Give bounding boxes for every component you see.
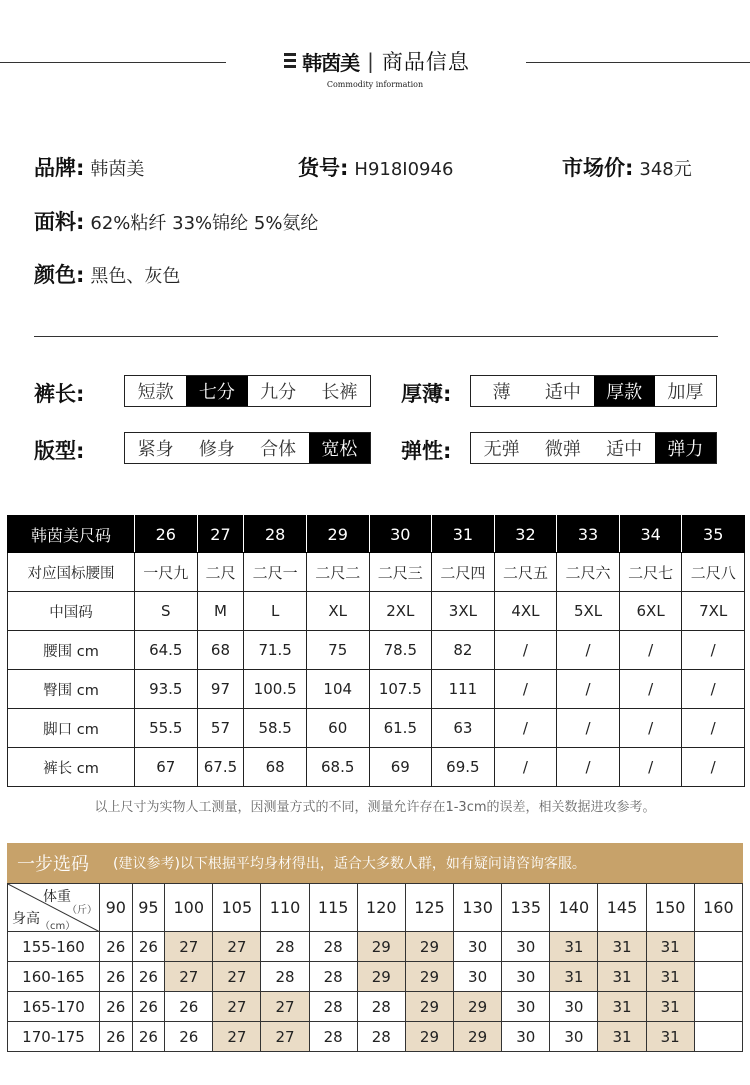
fit-table-row bbox=[8, 1022, 743, 1052]
size-cell: 二尺二 bbox=[306, 553, 369, 592]
size-header-cell: 32 bbox=[494, 516, 557, 553]
fit-size-cell: 28 bbox=[357, 992, 405, 1022]
size-cell: 二尺六 bbox=[557, 553, 620, 592]
fit-size-cell: 27 bbox=[261, 992, 309, 1022]
header-rule-right bbox=[526, 62, 750, 63]
size-cell: / bbox=[619, 631, 682, 670]
fit-size-cell: 26 bbox=[100, 992, 133, 1022]
size-cell: 60 bbox=[306, 709, 369, 748]
length-option-2: 九分 bbox=[260, 382, 297, 403]
fit-size-cell: 31 bbox=[598, 1022, 646, 1052]
length-label: 裤长: bbox=[34, 382, 85, 406]
size-cell: 55.5 bbox=[135, 709, 198, 748]
size-cell: 104 bbox=[306, 670, 369, 709]
size-cell: 二尺八 bbox=[682, 553, 745, 592]
fit-size-cell: 30 bbox=[454, 932, 502, 962]
fit-size-cell: 30 bbox=[502, 1022, 550, 1052]
fit-size-cell: 27 bbox=[213, 932, 261, 962]
size-header-cell: 33 bbox=[557, 516, 620, 553]
size-cell: 二尺一 bbox=[244, 553, 307, 592]
elasticity-options bbox=[470, 432, 717, 464]
header-rule-left bbox=[0, 62, 226, 63]
size-cell: 111 bbox=[432, 670, 495, 709]
fit-size-cell: 26 bbox=[132, 962, 165, 992]
size-cell: 82 bbox=[432, 631, 495, 670]
height-unit: （cm） bbox=[40, 921, 76, 932]
weight-header-cell: 135 bbox=[502, 884, 550, 932]
fit-table-row bbox=[8, 932, 743, 962]
weight-header-cell: 90 bbox=[100, 884, 133, 932]
size-header-cell: 26 bbox=[135, 516, 198, 553]
brand-logo-icon bbox=[282, 51, 298, 71]
fit-option-0: 紧身 bbox=[137, 439, 174, 460]
size-header-cell: 29 bbox=[306, 516, 369, 553]
size-cell: 61.5 bbox=[369, 709, 432, 748]
fit-size-cell: 26 bbox=[165, 992, 213, 1022]
size-cell: 68 bbox=[197, 631, 244, 670]
size-cell: / bbox=[682, 631, 745, 670]
sku-value: H918I0946 bbox=[354, 159, 454, 180]
size-cell: 69.5 bbox=[432, 748, 495, 787]
fit-size-cell: 26 bbox=[100, 1022, 133, 1052]
size-cell: / bbox=[557, 709, 620, 748]
weight-header-cell: 130 bbox=[454, 884, 502, 932]
size-cell: 7XL bbox=[682, 592, 745, 631]
price-field bbox=[562, 152, 692, 182]
fit-size-cell: 30 bbox=[550, 1022, 598, 1052]
size-header-label: 韩茵美尺码 bbox=[8, 516, 135, 553]
fit-size-cell: 30 bbox=[550, 992, 598, 1022]
fit-size-cell: 26 bbox=[100, 962, 133, 992]
thickness-option-1: 适中 bbox=[544, 382, 581, 403]
size-table-row bbox=[8, 670, 745, 709]
fit-size-cell bbox=[694, 962, 742, 992]
fabric-value: 62%粘纤 33%锦纶 5%氨纶 bbox=[90, 213, 319, 234]
size-row-label: 脚口 cm bbox=[8, 709, 135, 748]
fit-size-cell: 27 bbox=[213, 1022, 261, 1052]
size-cell: 78.5 bbox=[369, 631, 432, 670]
brand-label: 品牌: bbox=[34, 156, 85, 180]
title-separator: | bbox=[367, 49, 374, 73]
size-row-label: 臀围 cm bbox=[8, 670, 135, 709]
fit-option-3: 宽松 bbox=[309, 433, 370, 463]
size-cell: 100.5 bbox=[244, 670, 307, 709]
size-header-cell: 35 bbox=[682, 516, 745, 553]
size-cell: S bbox=[135, 592, 198, 631]
fit-size-cell: 27 bbox=[261, 1022, 309, 1052]
fit-size-cell: 31 bbox=[646, 962, 694, 992]
size-cell: / bbox=[682, 709, 745, 748]
weight-header-cell: 110 bbox=[261, 884, 309, 932]
fit-size-cell: 31 bbox=[550, 962, 598, 992]
brand-name: 韩茵美 bbox=[302, 50, 360, 75]
fit-size-cell: 31 bbox=[646, 992, 694, 1022]
size-row-label: 对应国标腰围 bbox=[8, 553, 135, 592]
length-option-1: 七分 bbox=[186, 376, 247, 406]
fit-size-cell: 29 bbox=[454, 1022, 502, 1052]
brand-field bbox=[34, 152, 144, 182]
elasticity-option-3: 弹力 bbox=[655, 433, 716, 463]
fit-table-corner bbox=[8, 884, 100, 932]
size-cell: 69 bbox=[369, 748, 432, 787]
height-range-cell: 160-165 bbox=[8, 962, 100, 992]
fit-size-cell: 31 bbox=[646, 1022, 694, 1052]
fit-size-cell: 31 bbox=[598, 962, 646, 992]
size-cell: / bbox=[494, 709, 557, 748]
size-table-row bbox=[8, 748, 745, 787]
size-cell: 二尺七 bbox=[619, 553, 682, 592]
sku-label: 货号: bbox=[298, 156, 349, 180]
fit-size-cell: 28 bbox=[357, 1022, 405, 1052]
fit-size-cell: 28 bbox=[261, 932, 309, 962]
size-header-cell: 34 bbox=[619, 516, 682, 553]
weight-header-cell: 115 bbox=[309, 884, 357, 932]
fit-size-cell: 30 bbox=[454, 962, 502, 992]
fit-table-header-row bbox=[8, 884, 743, 932]
size-cell: XL bbox=[306, 592, 369, 631]
fit-size-cell: 29 bbox=[357, 932, 405, 962]
size-cell: / bbox=[682, 670, 745, 709]
size-cell: 97 bbox=[197, 670, 244, 709]
size-cell: / bbox=[682, 748, 745, 787]
elasticity-label: 弹性: bbox=[401, 439, 452, 463]
size-cell: 75 bbox=[306, 631, 369, 670]
size-row-label: 腰围 cm bbox=[8, 631, 135, 670]
size-table-row bbox=[8, 592, 745, 631]
size-cell: 二尺四 bbox=[432, 553, 495, 592]
price-value: 348元 bbox=[639, 159, 692, 180]
size-cell: / bbox=[619, 670, 682, 709]
size-cell: 58.5 bbox=[244, 709, 307, 748]
fit-size-cell: 27 bbox=[213, 992, 261, 1022]
fit-size-cell: 28 bbox=[261, 962, 309, 992]
thickness-option-2: 厚款 bbox=[594, 376, 655, 406]
fit-guide-header bbox=[7, 843, 743, 883]
thickness-options bbox=[470, 375, 717, 407]
size-table-row bbox=[8, 553, 745, 592]
weight-label: 体重 bbox=[43, 889, 71, 905]
size-cell: 一尺九 bbox=[135, 553, 198, 592]
weight-header-cell: 105 bbox=[213, 884, 261, 932]
size-cell: 2XL bbox=[369, 592, 432, 631]
price-label: 市场价: bbox=[562, 156, 634, 180]
thickness-label: 厚薄: bbox=[401, 382, 452, 406]
weight-header-cell: 150 bbox=[646, 884, 694, 932]
size-cell: / bbox=[494, 631, 557, 670]
size-cell: 67.5 bbox=[197, 748, 244, 787]
size-cell: L bbox=[244, 592, 307, 631]
section-title bbox=[276, 46, 476, 76]
size-cell: M bbox=[197, 592, 244, 631]
color-field bbox=[34, 259, 180, 289]
fabric-label: 面料: bbox=[34, 210, 85, 234]
weight-header-cell: 100 bbox=[165, 884, 213, 932]
fit-size-cell bbox=[694, 932, 742, 962]
fit-size-cell: 29 bbox=[454, 992, 502, 1022]
size-cell: 67 bbox=[135, 748, 198, 787]
height-label: 身高 bbox=[12, 911, 40, 927]
size-cell: 68 bbox=[244, 748, 307, 787]
fit-size-cell: 29 bbox=[405, 932, 453, 962]
elasticity-option-2: 适中 bbox=[606, 439, 643, 460]
length-option-0: 短款 bbox=[137, 382, 174, 403]
color-value: 黑色、灰色 bbox=[90, 266, 181, 287]
page-subtitle: Commodity information bbox=[326, 80, 424, 89]
size-row-label: 中国码 bbox=[8, 592, 135, 631]
size-table-header-row bbox=[8, 516, 745, 553]
fit-size-cell bbox=[694, 1022, 742, 1052]
fit-size-cell: 31 bbox=[646, 932, 694, 962]
fit-guide-table bbox=[7, 883, 743, 1052]
fit-size-cell: 26 bbox=[100, 932, 133, 962]
fit-size-cell: 31 bbox=[598, 992, 646, 1022]
fit-size-cell bbox=[694, 992, 742, 1022]
fit-table-row bbox=[8, 992, 743, 1022]
fit-option-1: 修身 bbox=[198, 439, 235, 460]
fit-size-cell: 30 bbox=[502, 932, 550, 962]
length-option-3: 长裤 bbox=[321, 382, 358, 403]
size-header-cell: 28 bbox=[244, 516, 307, 553]
size-table-row bbox=[8, 709, 745, 748]
color-label: 颜色: bbox=[34, 263, 85, 287]
fit-size-cell: 26 bbox=[132, 1022, 165, 1052]
length-options bbox=[124, 375, 371, 407]
fit-size-cell: 30 bbox=[502, 992, 550, 1022]
size-cell: / bbox=[557, 670, 620, 709]
elasticity-option-0: 无弹 bbox=[483, 439, 520, 460]
weight-header-cell: 140 bbox=[550, 884, 598, 932]
size-cell: 5XL bbox=[557, 592, 620, 631]
size-cell: 93.5 bbox=[135, 670, 198, 709]
size-cell: / bbox=[557, 748, 620, 787]
size-cell: 64.5 bbox=[135, 631, 198, 670]
fit-size-cell: 28 bbox=[309, 1022, 357, 1052]
fit-size-cell: 28 bbox=[309, 992, 357, 1022]
fit-table-row bbox=[8, 962, 743, 992]
size-cell: 71.5 bbox=[244, 631, 307, 670]
section-divider bbox=[34, 336, 718, 337]
size-row-label: 裤长 cm bbox=[8, 748, 135, 787]
size-cell: / bbox=[619, 709, 682, 748]
fit-size-cell: 28 bbox=[309, 962, 357, 992]
size-cell: / bbox=[557, 631, 620, 670]
size-cell: 二尺五 bbox=[494, 553, 557, 592]
fit-size-cell: 27 bbox=[165, 962, 213, 992]
thickness-option-3: 加厚 bbox=[667, 382, 704, 403]
brand-value: 韩茵美 bbox=[90, 159, 145, 180]
fit-options bbox=[124, 432, 371, 464]
weight-header-cell: 125 bbox=[405, 884, 453, 932]
size-cell: / bbox=[494, 670, 557, 709]
fit-guide-title: 一步选码 bbox=[17, 854, 89, 875]
fit-size-cell: 26 bbox=[165, 1022, 213, 1052]
fit-size-cell: 30 bbox=[502, 962, 550, 992]
size-header-cell: 31 bbox=[432, 516, 495, 553]
size-cell: / bbox=[494, 748, 557, 787]
size-cell: 4XL bbox=[494, 592, 557, 631]
fit-guide-description: (建议参考)以下根据平均身材得出，适合大多数人群，如有疑问请咨询客服。 bbox=[113, 856, 586, 872]
page-title: 商品信息 bbox=[381, 50, 470, 74]
height-range-cell: 170-175 bbox=[8, 1022, 100, 1052]
size-table bbox=[7, 515, 745, 787]
measurement-note: 以上尺寸为实物人工测量，因测量方式的不同，测量允许存在1-3cm的误差，相关数据进攻参考。 bbox=[94, 800, 656, 815]
weight-header-cell: 160 bbox=[694, 884, 742, 932]
size-cell: 3XL bbox=[432, 592, 495, 631]
fit-size-cell: 27 bbox=[165, 932, 213, 962]
fit-size-cell: 29 bbox=[405, 992, 453, 1022]
size-cell: 6XL bbox=[619, 592, 682, 631]
size-cell: 63 bbox=[432, 709, 495, 748]
fit-size-cell: 28 bbox=[309, 932, 357, 962]
size-cell: 57 bbox=[197, 709, 244, 748]
weight-header-cell: 145 bbox=[598, 884, 646, 932]
size-cell: 二尺三 bbox=[369, 553, 432, 592]
thickness-option-0: 薄 bbox=[492, 382, 511, 403]
weight-header-cell: 120 bbox=[357, 884, 405, 932]
fit-size-cell: 27 bbox=[213, 962, 261, 992]
fit-size-cell: 29 bbox=[357, 962, 405, 992]
fit-size-cell: 26 bbox=[132, 992, 165, 1022]
fit-option-2: 合体 bbox=[260, 439, 297, 460]
sku-field bbox=[298, 152, 453, 182]
elasticity-option-1: 微弹 bbox=[544, 439, 581, 460]
size-cell: 二尺 bbox=[197, 553, 244, 592]
size-cell: 107.5 bbox=[369, 670, 432, 709]
fit-size-cell: 29 bbox=[405, 1022, 453, 1052]
size-cell: 68.5 bbox=[306, 748, 369, 787]
size-header-cell: 27 bbox=[197, 516, 244, 553]
fit-size-cell: 31 bbox=[598, 932, 646, 962]
fit-size-cell: 29 bbox=[405, 962, 453, 992]
fit-label: 版型: bbox=[34, 439, 85, 463]
size-cell: / bbox=[619, 748, 682, 787]
fit-size-cell: 26 bbox=[132, 932, 165, 962]
weight-unit: （斤） bbox=[67, 905, 97, 916]
weight-header-cell: 95 bbox=[132, 884, 165, 932]
fabric-field bbox=[34, 206, 318, 236]
height-range-cell: 155-160 bbox=[8, 932, 100, 962]
size-header-cell: 30 bbox=[369, 516, 432, 553]
height-range-cell: 165-170 bbox=[8, 992, 100, 1022]
fit-size-cell: 31 bbox=[550, 932, 598, 962]
size-table-row bbox=[8, 631, 745, 670]
